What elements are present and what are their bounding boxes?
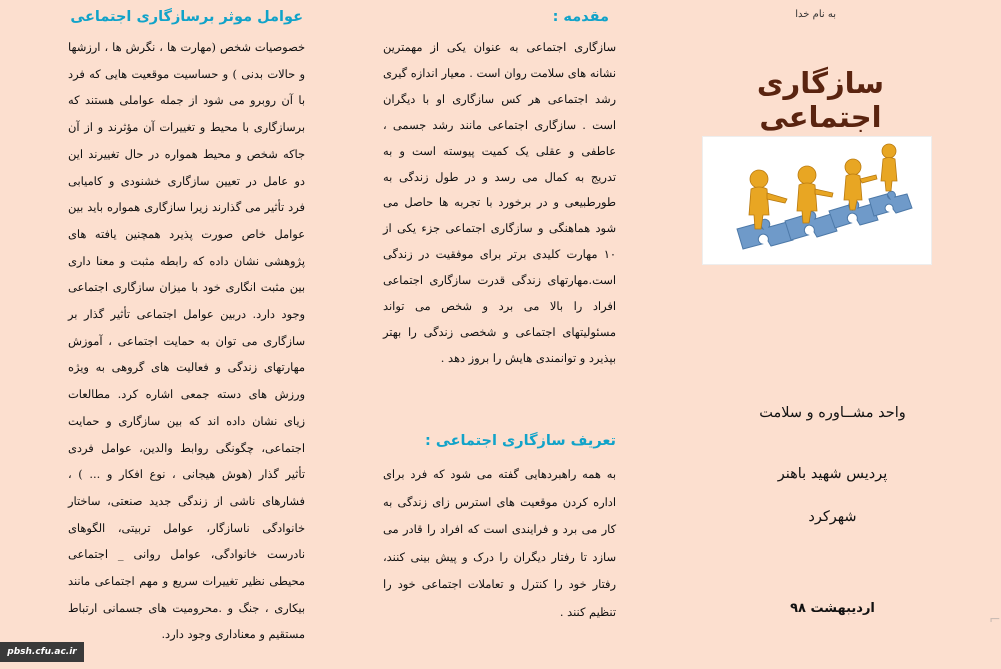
- definition-text: به همه راهبردهایی گفته می شود که فرد برای اداره کردن موقعیت های استرس زای زندگی به کار می برد و فرایندی است که افراد را قادر می سازد تا رفتار دیگران را درک و پیش بینی کنند، رفتار خود را کنترل و تعاملات اجتماعی خود را تنظیم کنند .: [383, 467, 616, 619]
- page-curl-mark: ⌐: [989, 612, 1001, 628]
- page-title: سازگاری اجتماعی: [756, 66, 885, 134]
- intro-text: سازگاری اجتماعی به عنوان یکی از مهمترین نشانه های سلامت روان است . معیار اندازه گیری رشد اجتماعی هر کس سازگاری او با دیگران است . سازگاری اجتماعی مانند رشد جسمی ، عاطفی و عقلی یک کمیت پیوسته است و به تدریج به کمال می رسد و در طول زندگی به طورطبیعی و در برخورد با تجربه ها حاصل می شود هماهنگی و سازگاری اجتماعی جزء یکی از ۱۰ مهارت کلیدی برتر برای موفقیت در زندگی است.مهارتهای زندگی قدرت سازگاری اجتماعی افراد را بالا می برد و شخص می تواند مسئولیتهای اجتماعی و شخصی زندگی را بهتر بپذیرد و توانمندی هایش را بروز دهد .: [383, 40, 616, 365]
- definition-heading: تعریف سازگاری اجتماعی :: [425, 433, 616, 449]
- intro-heading: مقدمه :: [552, 9, 609, 25]
- intro-panel: [333, 0, 666, 669]
- cover-panel: [666, 0, 999, 669]
- unit-name: واحد مشــاوره و سلامت: [759, 405, 906, 421]
- factors-text: خصوصیات شخص (مهارت ها ، نگرش ها ، ارزشها و حالات بدنی ) و حساسیت موقعیت هایی که فرد با آن روبرو می شود از جمله عواملی هستند که برسازگاری با محیط و تغییرات آن مؤثرند و از آن جاکه شخص و محیط همواره در حال تغییرند این دو عامل در تعیین سازگاری خشنودی و کامیابی فرد تأثیر می گذارند زیرا سازگاری همواره باید بین عوامل خاص صورت پذیرد همچنین یافته های پژوهشی نشان داده که رابطه مثبت و معنا داری بین مثبت انگاری خود با میزان سازگاری اجتماعی وجود دارد. دربین عوامل اجتماعی تأثیر گذار بر سازگاری می توان به حمایت اجتماعی ، آموزش مهارتهای زندگی و فعالیت های گروهی به ویژه ورزش های دسته جمعی اشاره کرد. مطالعات زیای نشان داده اند که بین سازگاری و حمایت اجتماعی، چگونگی روابط والدین، عوامل فردی تأثیر گذار (هوش هیجانی ، نوع افکار و ... ) ، فشارهای ناشی از زندگی جدید صنعتی، ساختار خانوادگی ناسازگار، عوامل تربیتی، الگوهای نادرست خانوادگی، عوامل روانی _ اجتماعی محیطی نظیر تغییرات سریع و مهم اجتماعی مانند بیکاری ، جنگ و .محرومیت های جسمانی ارتباط مستقیم و معناداری وجود دارد.: [68, 40, 305, 642]
- people-on-puzzle-pieces-icon: [702, 136, 932, 265]
- campus-name: پردیس شهید باهنر: [777, 466, 888, 482]
- factors-heading: عوامل موثر برسازگاری اجتماعی: [70, 9, 303, 25]
- date-text: اردیبهشت ۹۸: [790, 601, 875, 616]
- city-name: شهرکرد: [808, 509, 857, 525]
- bismillah-text: به نام خدا: [795, 9, 836, 20]
- site-badge[interactable]: pbsh.cfu.ac.ir: [0, 642, 84, 662]
- factors-panel: [0, 0, 333, 669]
